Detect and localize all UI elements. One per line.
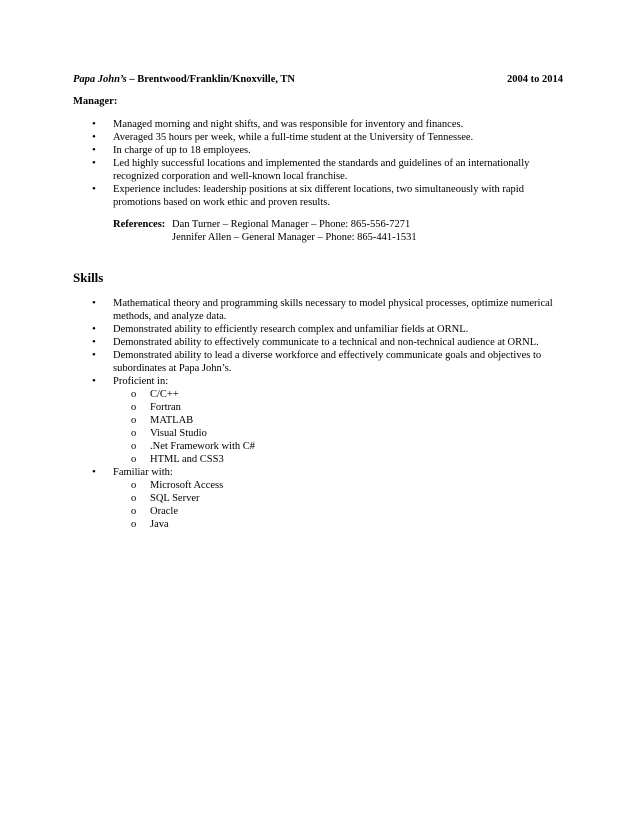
- list-item: • Experience includes: leadership positions at six different locations, two simultaneously with rapid promotions based on work ethic and proven results.: [73, 183, 563, 209]
- proficient-item: [73, 375, 563, 466]
- job-dates: 2004 to 2014: [507, 74, 563, 85]
- list-item: • Managed morning and night shifts, and was responsible for inventory and finances.: [73, 118, 563, 131]
- list-item: o Visual Studio: [113, 427, 563, 440]
- list-item: o SQL Server: [113, 492, 563, 505]
- job-header: [73, 73, 563, 87]
- familiar-item: [73, 466, 563, 531]
- resume-page: [73, 73, 563, 531]
- list-item: • Averaged 35 hours per week, while a full-time student at the University of Tennessee.: [73, 131, 563, 144]
- reference-item: Jennifer Allen – General Manager – Phone: 865-441-1531: [172, 232, 417, 243]
- list-item: • Demonstrated ability to effectively communicate to a technical and non-technical audience at ORNL.: [73, 336, 563, 349]
- references-list: [172, 218, 417, 244]
- list-item: • Demonstrated ability to efficiently research complex and unfamiliar fields at ORNL.: [73, 323, 563, 336]
- job-employer-location: [73, 73, 295, 87]
- job-role: Manager:: [73, 96, 118, 107]
- list-item: • Led highly successful locations and implemented the standards and guidelines of an internationally recognized corporation and well-known local franchise.: [73, 157, 563, 183]
- familiar-sublist: [113, 479, 563, 531]
- list-item: o Java: [113, 518, 563, 531]
- job-bullet-list: [73, 118, 563, 209]
- job-employer: Papa John’s: [73, 74, 127, 85]
- list-item: o C/C++: [113, 388, 563, 401]
- skills-heading: Skills: [73, 270, 104, 285]
- job-location: – Brentwood/Franklin/Knoxville, TN: [126, 74, 296, 85]
- list-item: • Mathematical theory and programming skills necessary to model physical processes, optimize numerical methods, and analyze data.: [73, 297, 563, 323]
- list-item: o HTML and CSS3: [113, 453, 563, 466]
- list-item: • In charge of up to 18 employees.: [73, 144, 563, 157]
- references-label: References:: [113, 219, 166, 230]
- list-item: o Fortran: [113, 401, 563, 414]
- references-block: [73, 218, 563, 244]
- skills-bullet-list: [73, 297, 563, 531]
- proficient-label: Proficient in:: [113, 376, 169, 387]
- list-item: o Oracle: [113, 505, 563, 518]
- proficient-sublist: [113, 388, 563, 466]
- list-item: o MATLAB: [113, 414, 563, 427]
- list-item: o .Net Framework with C#: [113, 440, 563, 453]
- list-item: o Microsoft Access: [113, 479, 563, 492]
- familiar-label: Familiar with:: [113, 467, 173, 478]
- reference-item: Dan Turner – Regional Manager – Phone: 865-556-7271: [172, 219, 411, 230]
- list-item: • Demonstrated ability to lead a diverse workforce and effectively communicate goals and objectives to subordinates at Papa John’s.: [73, 349, 563, 375]
